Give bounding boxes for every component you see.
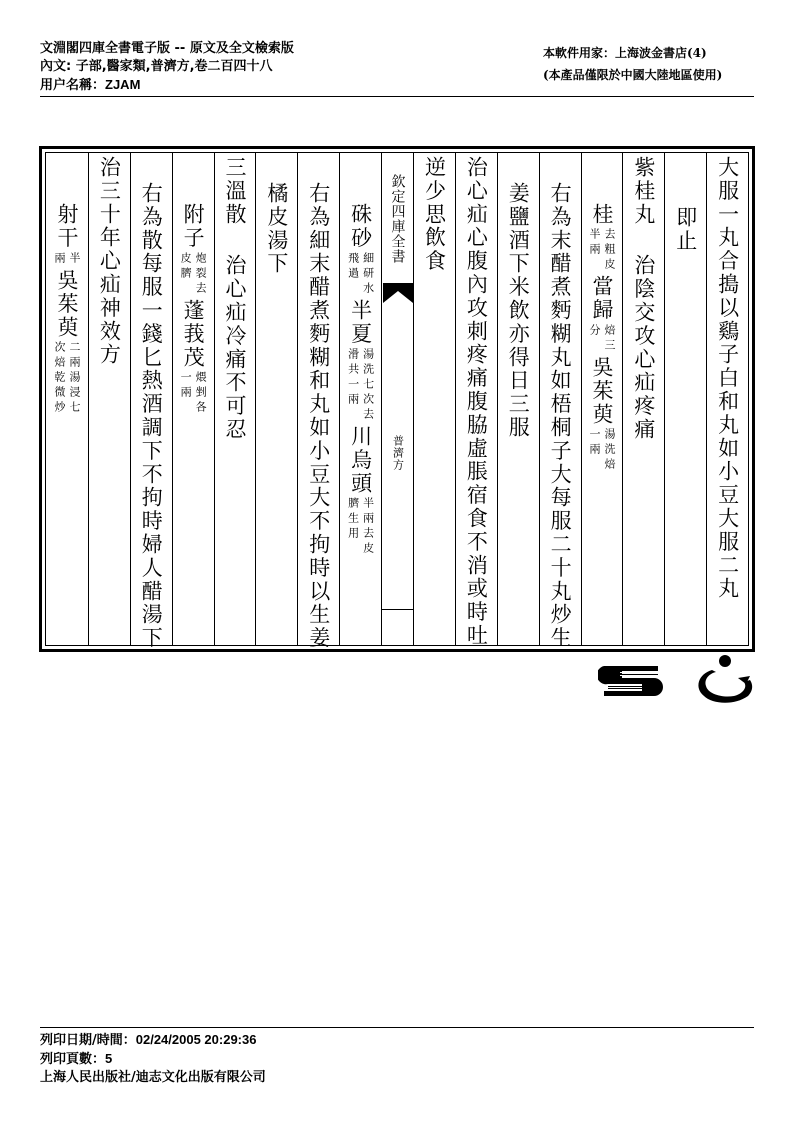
page-columns: [45, 152, 749, 650]
formula-indication: 治陰交攻心疝疼痛: [631, 254, 656, 442]
footer-divider: [40, 1027, 754, 1028]
text-column-1: [706, 153, 748, 645]
ingredient-note: 二兩湯浸七 次焙乾微炒: [53, 341, 82, 417]
column-text: 治心疝心腹內攻刺疼痛腹脇虛脹宿食不消或時吐: [464, 156, 489, 648]
center-fold-column: [381, 153, 413, 645]
text-column-2: [664, 153, 706, 645]
publisher-logo-dizhi-icon: [690, 652, 756, 710]
ingredient-note: 焙三 分: [587, 324, 616, 355]
user-name-line: [40, 76, 294, 95]
ingredient-name: 吳茱萸: [589, 356, 614, 427]
text-column-15: [88, 153, 130, 645]
header-left: [40, 40, 294, 95]
ingredient-name: 半夏: [348, 298, 373, 346]
ingredient-column-16: [46, 153, 88, 645]
formula-block: [221, 156, 249, 441]
center-divider: [382, 609, 413, 610]
column-text: 橘皮湯下: [264, 182, 289, 276]
ingredient-note: 去粗皮 半兩: [587, 228, 616, 274]
text-column-11: [255, 153, 297, 645]
content-path: 內文: 子部,醫家類,普濟方,卷二百四十八: [40, 59, 273, 74]
licensee: 本軟件用家：上海波金書店(4): [543, 46, 707, 60]
text-column-6: [497, 153, 539, 645]
ingredient-name: 附子: [181, 203, 206, 250]
ingredient-name: 當歸: [589, 275, 614, 323]
ingredient-note: 湯洗焙 一兩: [587, 428, 616, 474]
book-title: 普濟方: [391, 435, 405, 471]
ingredient-name: 桂: [589, 203, 614, 227]
ingredient-name: 川烏頭: [348, 424, 373, 495]
formula-title: 三溫散: [223, 156, 248, 227]
ingredient-list: [53, 203, 81, 418]
header-divider: [40, 96, 754, 97]
region-notice: (本產品僅限於中國大陸地區使用): [543, 68, 723, 82]
text-column-5: [539, 153, 581, 650]
text-column-3: [622, 153, 664, 645]
fishtail-mark-icon: [383, 283, 413, 303]
column-text: 右為細末醋煮麪糊和丸如小豆大不拘時以生姜: [306, 182, 331, 650]
user-name-value: ZJAM: [105, 77, 141, 92]
print-pages: 列印頁數：5: [40, 1051, 113, 1067]
user-name-label: 用户名稱：: [40, 78, 106, 93]
ingredient-name: 蓬莪茂: [181, 298, 206, 370]
header-right: [543, 42, 722, 86]
ingredient-note: 炮裂去 皮臍: [179, 251, 208, 297]
column-text: 大服一丸合搗以鷄子白和丸如小豆大服二丸: [715, 156, 740, 601]
ingredient-list: [179, 203, 207, 418]
footer: [40, 1031, 266, 1087]
page-frame: [39, 146, 755, 652]
text-column-14: [130, 153, 172, 650]
column-text: 右為散每服一錢匕熱酒調下不拘時婦人醋湯下: [139, 182, 164, 650]
ingredient-list: [588, 203, 616, 475]
column-text: 即止: [673, 206, 698, 253]
formula-indication: 治心疝冷痛不可忍: [223, 254, 248, 442]
ingredient-name: 射干: [55, 203, 80, 250]
print-datetime: 列印日期/時間：02/24/2005 20:29:36: [40, 1032, 257, 1048]
ingredient-column-13: [172, 153, 214, 645]
text-column-10: [297, 153, 339, 650]
publisher-logo-books-icon: [598, 664, 664, 698]
book-series-title: 欽定四庫全書: [389, 174, 406, 264]
ingredient-name: 吳茱萸: [55, 268, 80, 340]
ingredient-column-4: [581, 153, 623, 645]
text-column-8: [413, 153, 455, 645]
ingredient-column-9: [339, 153, 381, 645]
ingredient-name: 硃砂: [348, 203, 373, 250]
column-text: 治三十年心疝神效方: [97, 156, 122, 367]
publisher: 上海人民出版社/迪志文化出版有限公司: [40, 1070, 266, 1085]
text-column-7: [455, 153, 497, 648]
column-text: 姜鹽酒下米飲亦得日三服: [506, 182, 531, 440]
text-column-12: [214, 153, 256, 645]
column-text: 右為末醋煮麪糊丸如梧桐子大每服二十丸炒生: [548, 182, 573, 650]
ingredient-note: 細研水 飛過: [346, 251, 375, 297]
ingredient-note: 煨剉各 一兩: [179, 371, 208, 417]
column-text: 逆少思飲食: [422, 156, 447, 273]
formula-title: 紫桂丸: [631, 156, 656, 227]
product-title: 文淵閣四庫全書電子版 -- 原文及全文檢索版: [40, 41, 294, 56]
formula-block: [630, 156, 658, 441]
ingredient-list: [347, 203, 375, 559]
ingredient-note: 半兩去皮 臍生用: [346, 496, 375, 557]
ingredient-note: 湯洗七次去 滑共一兩: [346, 347, 375, 423]
ingredient-note: 半 兩: [53, 251, 82, 267]
